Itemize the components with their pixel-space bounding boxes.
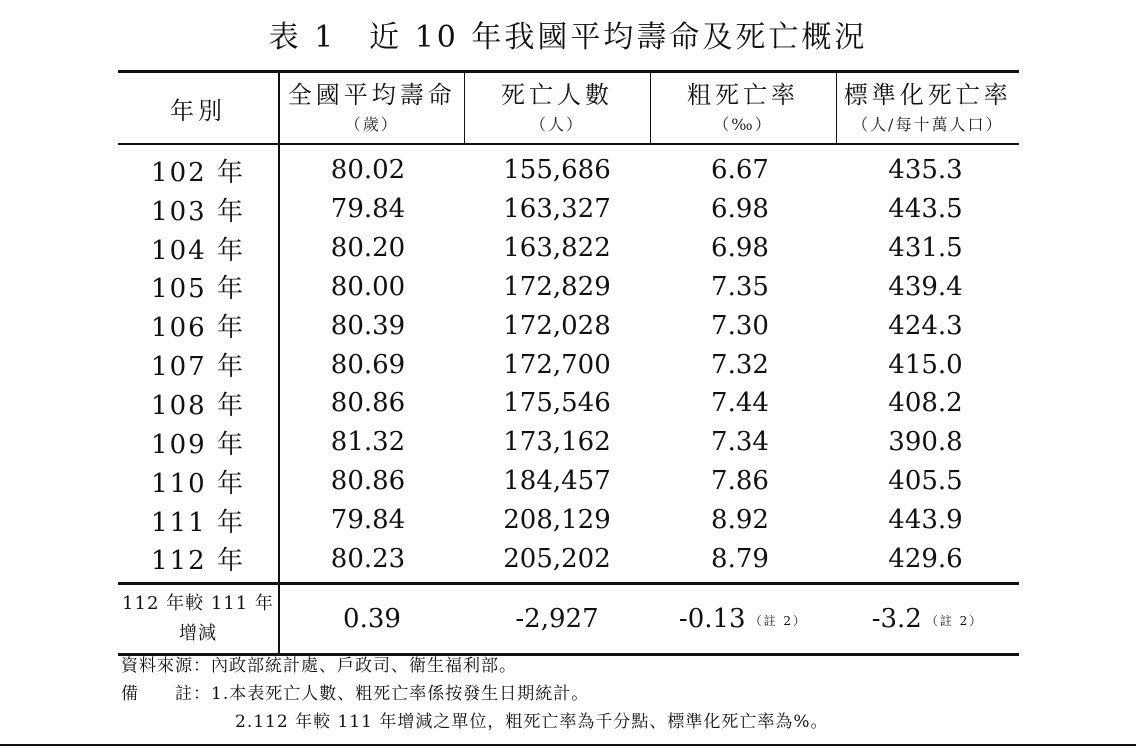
change-std (836, 584, 1019, 655)
cell-deaths: 175,546 (503, 388, 611, 419)
cell-life-expectancy: 80.02 (330, 155, 406, 186)
cell-year (118, 345, 279, 384)
cell-year (118, 306, 279, 345)
cell-year (118, 229, 279, 268)
cell-standardized-death-rate: 405.5 (888, 466, 963, 497)
header-crude-label: 粗死亡率 (687, 81, 799, 109)
cell-year-suffix: 年 (216, 546, 245, 577)
header-life-expectancy (279, 72, 464, 145)
footer-source-text: 內政部統計處、戶政司、衛生福利部。 (211, 656, 517, 676)
cell-standardized-death-rate: 429.6 (888, 543, 963, 574)
cell-year (118, 190, 279, 229)
cell-crude-death-rate: 6.67 (711, 155, 769, 186)
table-body (118, 144, 1019, 655)
footer-source-label: 資料來源： (121, 656, 211, 676)
table-row (118, 423, 1019, 462)
header-row (118, 72, 1019, 145)
change-crude-value: -0.13 (678, 604, 746, 635)
cell-year-number: 102 (151, 157, 207, 188)
cell-year-number: 110 (151, 468, 207, 499)
footer-notes-label: 備 註： (121, 684, 211, 704)
cell-year-number: 104 (151, 235, 207, 266)
change-row (118, 584, 1019, 655)
table-row (118, 306, 1019, 345)
cell-deaths: 172,700 (503, 349, 611, 380)
cell-year (118, 423, 279, 462)
cell-life-expectancy: 80.20 (330, 233, 406, 264)
cell-deaths: 208,129 (503, 505, 611, 536)
life-expectancy-table (118, 70, 1019, 656)
cell-standardized-death-rate: 408.2 (888, 388, 963, 419)
cell-year-suffix: 年 (216, 429, 245, 460)
cell-life-expectancy: 81.32 (330, 427, 406, 458)
header-deaths-unit: （人） (529, 115, 584, 134)
cell-standardized-death-rate: 424.3 (888, 310, 963, 341)
cell-crude-death-rate: 7.35 (711, 271, 769, 302)
cell-year-number: 107 (151, 352, 207, 383)
header-life-unit: （歲） (344, 115, 399, 134)
change-life: 0.39 (343, 604, 401, 635)
cell-year-number: 109 (151, 429, 207, 460)
cell-deaths: 173,162 (503, 427, 611, 458)
cell-deaths: 172,829 (503, 271, 611, 302)
cell-deaths: 172,028 (503, 310, 611, 341)
cell-life-expectancy: 80.69 (330, 349, 406, 380)
cell-year (118, 144, 279, 190)
table-row (118, 190, 1019, 229)
cell-life-expectancy: 79.84 (330, 505, 406, 536)
cell-year-number: 112 (151, 546, 207, 577)
cell-life-expectancy: 80.00 (330, 271, 406, 302)
cell-year-suffix: 年 (216, 274, 245, 305)
cell-year (118, 501, 279, 540)
cell-year-suffix: 年 (216, 313, 245, 344)
change-std-note: （註 2） (925, 614, 984, 629)
cell-year (118, 539, 279, 583)
table-footer (121, 652, 828, 736)
cell-standardized-death-rate: 435.3 (888, 155, 963, 186)
header-standardized-death-rate (836, 72, 1019, 145)
cell-year-number: 103 (151, 196, 207, 227)
bottom-rule (0, 744, 1136, 746)
table-row (118, 501, 1019, 540)
header-crude-death-rate (650, 72, 836, 145)
cell-crude-death-rate: 7.30 (711, 310, 769, 341)
table-row (118, 268, 1019, 307)
cell-year-number: 105 (151, 274, 207, 305)
cell-life-expectancy: 79.84 (330, 194, 406, 225)
cell-standardized-death-rate: 415.0 (888, 349, 963, 380)
header-deaths (464, 72, 650, 145)
cell-year-suffix: 年 (216, 157, 245, 188)
cell-standardized-death-rate: 443.5 (888, 194, 963, 225)
change-std-value: -3.2 (871, 604, 922, 635)
table-row (118, 462, 1019, 501)
cell-year (118, 384, 279, 423)
table-title: 表 1 近 10 年我國平均壽命及死亡概況 (268, 20, 868, 55)
change-crude-note: （註 2） (749, 614, 808, 629)
change-label (118, 584, 279, 655)
cell-year-suffix: 年 (216, 507, 245, 538)
cell-standardized-death-rate: 443.9 (888, 505, 963, 536)
cell-deaths: 184,457 (503, 466, 611, 497)
footer-source (121, 652, 828, 680)
cell-year-suffix: 年 (216, 352, 245, 383)
footer-note-1 (121, 680, 828, 708)
cell-crude-death-rate: 6.98 (711, 194, 769, 225)
table-row (118, 539, 1019, 583)
cell-standardized-death-rate: 439.4 (888, 271, 963, 302)
table-row (118, 345, 1019, 384)
cell-year-suffix: 年 (216, 235, 245, 266)
cell-year-number: 106 (151, 313, 207, 344)
cell-crude-death-rate: 7.34 (711, 427, 769, 458)
cell-crude-death-rate: 6.98 (711, 233, 769, 264)
header-life-label: 全國平均壽命 (287, 81, 456, 109)
footer-note-1-text: 1.本表死亡人數、粗死亡率係按發生日期統計。 (211, 684, 590, 704)
table-row (118, 384, 1019, 423)
cell-year-number: 108 (151, 390, 207, 421)
cell-standardized-death-rate: 431.5 (888, 233, 963, 264)
cell-deaths: 163,327 (503, 194, 611, 225)
header-crude-unit: （‰） (713, 115, 773, 134)
cell-year-suffix: 年 (216, 390, 245, 421)
cell-year (118, 462, 279, 501)
cell-year-suffix: 年 (216, 196, 245, 227)
change-label-line1: 112 年較 111 年 (122, 593, 274, 615)
cell-life-expectancy: 80.86 (330, 388, 406, 419)
cell-life-expectancy: 80.23 (330, 543, 406, 574)
cell-crude-death-rate: 8.92 (711, 505, 769, 536)
table-row (118, 144, 1019, 190)
table-row (118, 229, 1019, 268)
cell-deaths: 205,202 (503, 543, 611, 574)
cell-year-suffix: 年 (216, 468, 245, 499)
cell-year (118, 268, 279, 307)
cell-crude-death-rate: 7.44 (711, 388, 769, 419)
cell-crude-death-rate: 8.79 (711, 543, 769, 574)
header-std-label: 標準化死亡率 (843, 81, 1012, 109)
footer-note-2: 2.112 年較 111 年增減之單位，粗死亡率為千分點、標準化死亡率為%。 (235, 712, 829, 732)
header-year: 年別 (118, 72, 279, 145)
change-crude (650, 584, 836, 655)
cell-life-expectancy: 80.86 (330, 466, 406, 497)
change-label-line2: 增減 (179, 623, 217, 645)
cell-deaths: 163,822 (503, 233, 611, 264)
cell-deaths: 155,686 (503, 155, 611, 186)
cell-crude-death-rate: 7.86 (711, 466, 769, 497)
header-deaths-label: 死亡人數 (501, 81, 613, 109)
cell-crude-death-rate: 7.32 (711, 349, 769, 380)
cell-year-number: 111 (151, 507, 207, 538)
cell-life-expectancy: 80.39 (330, 310, 406, 341)
change-deaths: -2,927 (515, 604, 599, 635)
header-std-unit: （人/每十萬人口） (852, 115, 1004, 134)
cell-standardized-death-rate: 390.8 (888, 427, 963, 458)
